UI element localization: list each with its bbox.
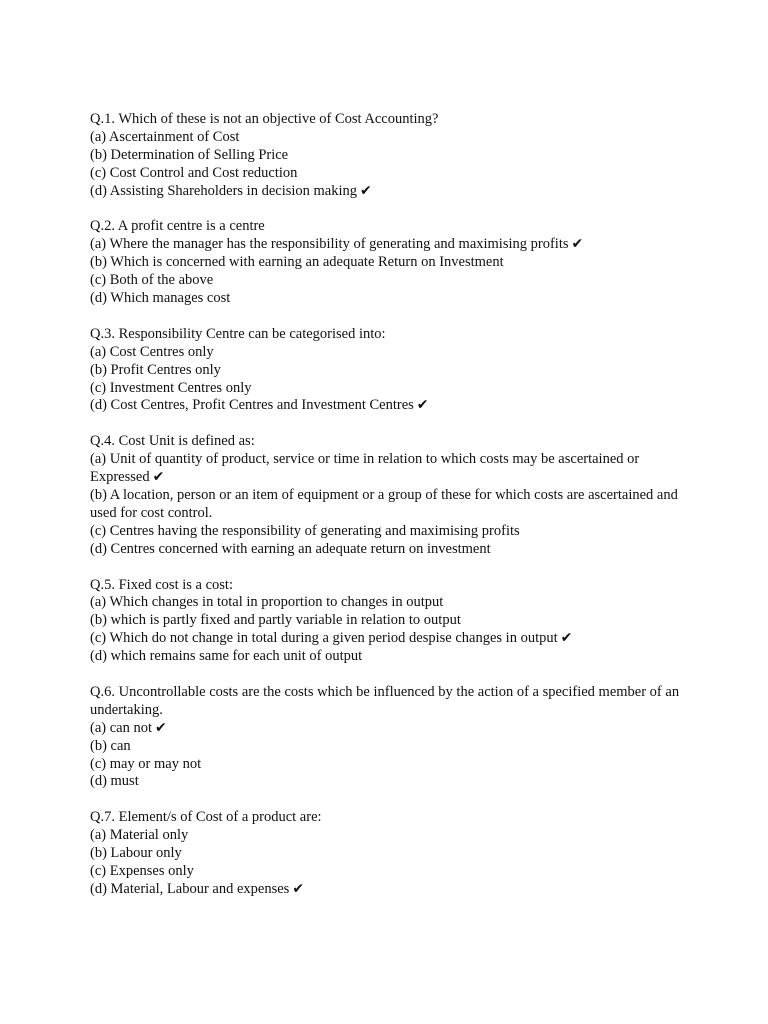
check-mark-icon: ✔ <box>560 630 573 647</box>
option-d: (d) Which manages cost <box>90 290 231 307</box>
option-a: (a) Cost Centres only <box>90 343 214 360</box>
option-c: (c) Investment Centres only <box>90 379 252 396</box>
question-text: Q.2. A profit centre is a centre <box>90 218 265 235</box>
option-c: (c) Expenses only <box>90 862 194 879</box>
option-a: (a) Material only <box>90 827 189 844</box>
question-text: Q.5. Fixed cost is a cost: <box>90 576 233 593</box>
question-text: Q.1. Which of these is not an objective of Cost Accounting? <box>90 111 439 127</box>
option-a: (a) Where the manager has the responsibility of generating and maximising profits ✔ <box>90 236 584 253</box>
option-d: (d) Material, Labour and expenses ✔ <box>90 880 305 897</box>
option-a: (a) can not ✔ <box>90 719 167 736</box>
option-b: (b) which is partly fixed and partly variable in relation to output <box>90 612 461 629</box>
question-text-continued: undertaking. <box>90 701 163 718</box>
option-a: (a) Ascertainment of Cost <box>90 128 240 145</box>
question-text: Q.3. Responsibility Centre can be categorised into: <box>90 325 386 342</box>
question-2 <box>90 218 690 308</box>
option-d: (d) which remains same for each unit of output <box>90 648 363 665</box>
option-c: (c) Which do not change in total during a given period despise changes in output ✔ <box>90 630 573 647</box>
option-d: (d) Cost Centres, Profit Centres and Investment Centres ✔ <box>90 397 429 414</box>
option-c: (c) may or may not <box>90 755 202 772</box>
question-7 <box>90 809 690 899</box>
check-mark-icon: ✔ <box>292 880 305 897</box>
option-c: (c) Both of the above <box>90 272 214 289</box>
option-a: (a) Which changes in total in proportion to changes in output <box>90 594 444 611</box>
option-c: (c) Cost Control and Cost reduction <box>90 164 298 181</box>
check-mark-icon: ✔ <box>155 719 167 736</box>
question-text: Q.4. Cost Unit is defined as: <box>90 433 255 450</box>
option-b: (b) A location, person or an item of equipment or a group of these for which costs are ascertained and used for cost control. <box>90 486 678 521</box>
question-text: Q.7. Element/s of Cost of a product are: <box>90 809 322 826</box>
option-b: (b) can <box>90 737 131 754</box>
question-3 <box>90 326 690 416</box>
option-b: (b) Profit Centres only <box>90 361 221 378</box>
option-a: (a) Unit of quantity of product, service or time in relation to which costs may be ascertained or Expressed ✔ <box>90 451 640 486</box>
option-c: (c) Centres having the responsibility of generating and maximising profits <box>90 522 520 539</box>
option-b: (b) Which is concerned with earning an adequate Return on Investment <box>90 254 504 271</box>
option-d: (d) Assisting Shareholders in decision making ✔ <box>90 182 372 199</box>
check-mark-icon: ✔ <box>360 182 372 199</box>
option-d: (d) Centres concerned with earning an adequate return on investment <box>90 540 491 557</box>
check-mark-icon: ✔ <box>416 397 429 414</box>
question-text: Q.6. Uncontrollable costs are the costs which be influenced by the action of a specified member of an <box>90 683 680 700</box>
question-1 <box>90 111 690 201</box>
option-b: (b) Determination of Selling Price <box>90 146 289 163</box>
check-mark-icon: ✔ <box>152 469 165 486</box>
quiz-document <box>90 111 690 917</box>
check-mark-icon: ✔ <box>571 236 584 253</box>
question-6 <box>90 684 690 791</box>
option-b: (b) Labour only <box>90 845 182 862</box>
question-4 <box>90 433 690 558</box>
option-d: (d) must <box>90 773 139 790</box>
question-5 <box>90 577 690 667</box>
